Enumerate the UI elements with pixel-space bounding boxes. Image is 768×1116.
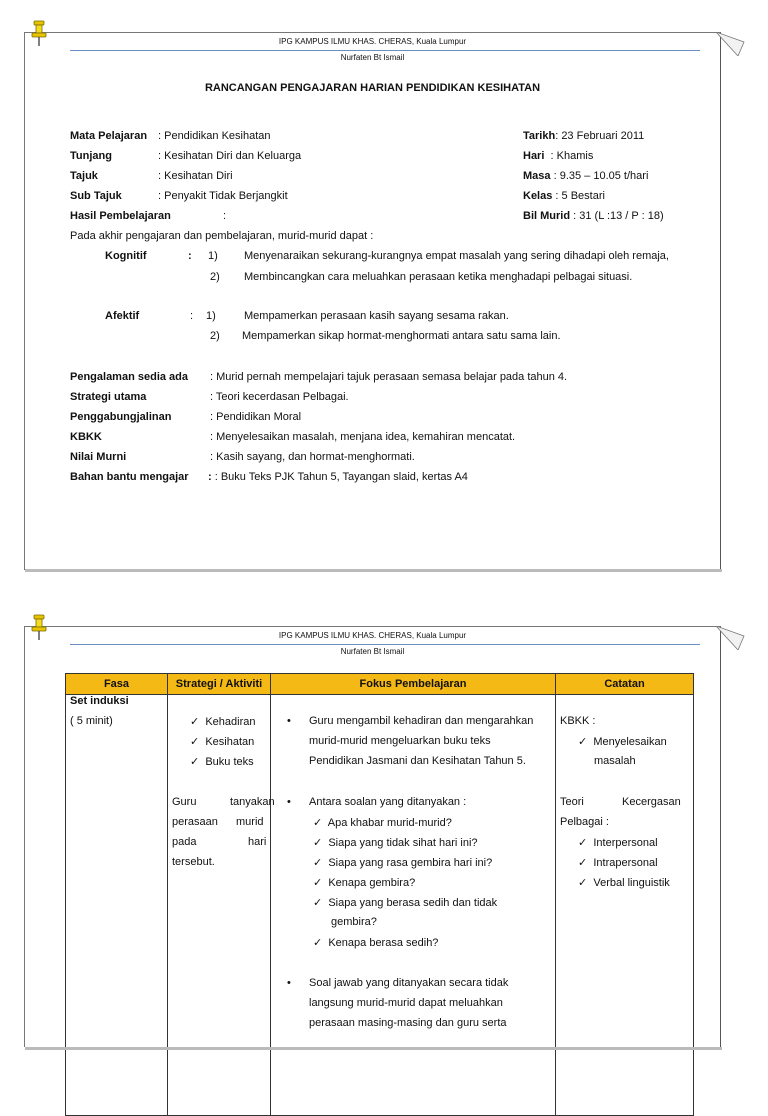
page-curl-icon: [716, 626, 746, 650]
detail-value: : Kasih sayang, dan hormat-menghormati.: [210, 451, 415, 463]
strategy-cell: [168, 695, 275, 1116]
check-icon: ✓: [578, 837, 588, 849]
pillar-value: : Kesihatan Diri dan Keluarga: [158, 150, 302, 162]
question-item: ✓ Siapa yang tidak sihat hari ini?: [313, 837, 478, 849]
check-icon: ✓: [313, 897, 323, 909]
phase-cell: [66, 695, 168, 1116]
column-header-strategy: Strategi / Aktiviti: [168, 674, 271, 695]
table-header-row: [66, 674, 694, 695]
date-value: : 23 Februari 2011: [555, 130, 645, 142]
check-icon: ✓: [190, 716, 200, 728]
check-icon: ✓: [313, 857, 323, 869]
cognitive-colon: :: [188, 250, 192, 262]
date-label: Tarikh: [523, 130, 556, 142]
time-value: : 9.35 – 10.05 t/hari: [553, 170, 649, 182]
detail-value: : Menyelesaikan masalah, menjana idea, kemahiran mencatat.: [210, 431, 516, 443]
class-value: : 5 Bestari: [555, 190, 605, 202]
detail-label: KBKK: [70, 431, 102, 443]
author-header: Nurfaten Bt Ismail: [340, 53, 405, 62]
lesson-plan-page-2: [24, 626, 721, 1047]
notes-theory: Kecergasan: [622, 796, 681, 808]
check-item: ✓ Kesihatan: [190, 736, 255, 748]
check-icon: ✓: [190, 736, 200, 748]
check-item: ✓ Buku teks: [190, 756, 254, 768]
focus-text: Antara soalan yang ditanyakan :: [309, 796, 467, 808]
question-item: ✓ Kenapa berasa sedih?: [313, 937, 439, 949]
detail-label: Strategi utama: [70, 391, 147, 403]
question-item: ✓ Siapa yang berasa sedih dan tidak: [313, 897, 498, 909]
question-item: ✓ Siapa yang rasa gembira hari ini?: [313, 857, 493, 869]
detail-value: : Pendidikan Moral: [210, 411, 302, 423]
pillar-label: Tunjang: [70, 150, 112, 162]
detail-value: : Murid pernah mempelajari tajuk perasaan semasa belajar pada tahun 4.: [210, 371, 568, 383]
objectives-intro: Pada akhir pengajaran dan pembelajaran, murid-murid dapat :: [70, 230, 374, 242]
outcome-label: Hasil Pembelajaran: [70, 210, 171, 222]
check-icon: ✓: [313, 817, 323, 829]
institute-header: IPG KAMPUS ILMU KHAS. CHERAS, Kuala Lumpur: [278, 37, 467, 46]
strategy-text: hari: [248, 836, 267, 848]
detail-label: Nilai Murni: [70, 451, 127, 463]
column-header-focus: Fokus Pembelajaran: [271, 674, 556, 695]
class-label: Kelas: [523, 190, 553, 202]
notes-kbkk: KBKK :: [560, 715, 596, 727]
column-header-phase: Fasa: [66, 674, 168, 695]
date-row: [523, 130, 644, 142]
subtopic-value: : Penyakit Tidak Berjangkit: [158, 190, 288, 202]
header-rule: [70, 50, 700, 51]
notes-continuation: masalah: [594, 755, 636, 767]
teaching-aids-value: : Buku Teks PJK Tahun 5, Tayangan slaid, kertas A4: [214, 471, 468, 483]
affective-colon: :: [190, 310, 194, 322]
detail-label: Penggabungjalinan: [70, 411, 172, 423]
students-value: : 31 (L :13 / P : 18): [573, 210, 664, 222]
page-curl-icon: [716, 32, 746, 56]
focus-text: Soal jawab yang ditanyakan secara tidak: [309, 977, 509, 989]
outcome-value: :: [223, 210, 227, 222]
check-icon: ✓: [313, 937, 323, 949]
bullet-icon: •: [287, 715, 291, 727]
focus-text: murid-murid mengeluarkan buku teks: [309, 735, 491, 747]
check-icon: ✓: [190, 756, 200, 768]
cognitive-number-2: 2): [210, 271, 220, 283]
focus-cell: [271, 695, 556, 1116]
detail-label: Bahan bantu mengajar: [70, 471, 189, 483]
day-value: : Khamis: [550, 150, 594, 162]
focus-text: langsung murid-murid dapat meluahkan: [309, 997, 503, 1009]
notes-item: ✓ Verbal linguistik: [578, 877, 670, 889]
check-icon: ✓: [578, 857, 588, 869]
question-continuation: gembira?: [331, 916, 377, 928]
subtopic-label: Sub Tajuk: [70, 190, 122, 202]
header-rule: [70, 644, 700, 645]
notes-cell: [556, 695, 694, 1116]
phase-duration: ( 5 minit): [70, 715, 113, 727]
affective-label: Afektif: [105, 310, 140, 322]
author-header: Nurfaten Bt Ismail: [340, 647, 405, 656]
check-icon: ✓: [313, 837, 323, 849]
topic-value: : Kesihatan Diri: [158, 170, 233, 182]
cognitive-number-1: 1): [208, 250, 218, 262]
cognitive-item-2: Membincangkan cara meluahkan perasaan ketika menghadapi pelbagai situasi.: [244, 271, 633, 283]
bullet-icon: •: [287, 977, 291, 989]
focus-text: Guru mengambil kehadiran dan mengarahkan: [309, 715, 534, 727]
strategy-text: Guru: [172, 796, 197, 808]
detail-value: : : Buku Teks PJK Tahun 5, Tayangan slaid, kertas A4: [208, 471, 468, 483]
strategy-text: pada: [172, 836, 197, 848]
strategy-text: perasaan: [172, 816, 218, 828]
institute-header: IPG KAMPUS ILMU KHAS. CHERAS, Kuala Lumpur: [278, 631, 467, 640]
question-item: ✓ Apa khabar murid-murid?: [313, 817, 452, 829]
focus-text: Pendidikan Jasmani dan Kesihatan Tahun 5.: [309, 755, 526, 767]
subject-label: Mata Pelajaran: [70, 130, 148, 142]
check-icon: ✓: [313, 877, 323, 889]
page-title: RANCANGAN PENGAJARAN HARIAN PENDIDIKAN KESIHATAN: [204, 82, 541, 94]
detail-label: Pengalaman sedia ada: [70, 371, 188, 383]
check-icon: ✓: [578, 736, 588, 748]
affective-number-1: 1): [206, 310, 216, 322]
topic-label: Tajuk: [70, 170, 98, 182]
day-label: Hari: [523, 150, 545, 162]
strategy-text: tersebut.: [172, 856, 215, 868]
subject-value: : Pendidikan Kesihatan: [158, 130, 271, 142]
affective-item-1: Mempamerkan perasaan kasih sayang sesama rakan.: [244, 310, 509, 322]
class-row: [523, 190, 605, 202]
phase-name: Set induksi: [70, 695, 129, 707]
lesson-table: [65, 673, 694, 1116]
detail-value: : Teori kecerdasan Pelbagai.: [210, 391, 349, 403]
time-row: [523, 170, 648, 182]
notes-item: ✓ Menyelesaikan: [578, 736, 667, 748]
focus-text: perasaan masing-masing dan guru serta: [309, 1017, 507, 1029]
affective-item-2: Mempamerkan sikap hormat-menghormati antara satu sama lain.: [242, 330, 561, 342]
cognitive-label: Kognitif: [105, 250, 147, 262]
check-item: ✓ Kehadiran: [190, 716, 256, 728]
bullet-icon: •: [287, 796, 291, 808]
affective-number-2: 2): [210, 330, 220, 342]
students-row: [523, 210, 664, 222]
strategy-text: tanyakan: [230, 796, 275, 808]
notes-item: ✓ Interpersonal: [578, 837, 658, 849]
cognitive-item-1: Menyenaraikan sekurang-kurangnya empat masalah yang sering dihadapi oleh remaja,: [244, 250, 669, 262]
students-label: Bil Murid: [523, 210, 571, 222]
question-item: ✓ Kenapa gembira?: [313, 877, 416, 889]
column-header-notes: Catatan: [556, 674, 694, 695]
day-row: [523, 150, 593, 162]
table-row: [66, 695, 694, 1116]
lesson-plan-page-1: [24, 32, 721, 570]
time-label: Masa: [523, 170, 551, 182]
notes-item: ✓ Intrapersonal: [578, 857, 658, 869]
strategy-text: murid: [236, 816, 264, 828]
notes-theory: Teori: [560, 796, 584, 808]
check-icon: ✓: [578, 877, 588, 889]
notes-theory: Pelbagai :: [560, 816, 609, 828]
